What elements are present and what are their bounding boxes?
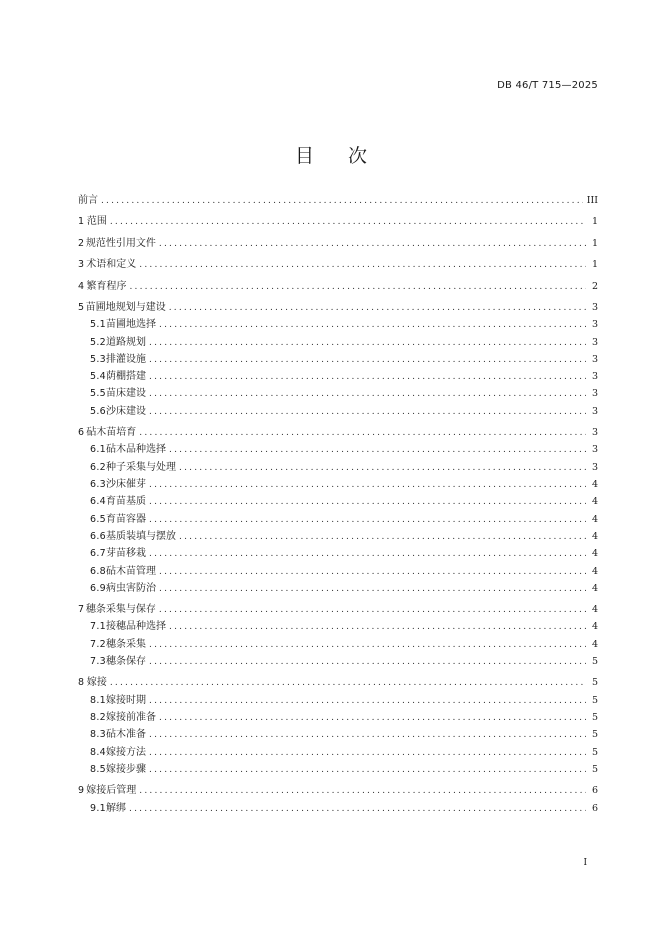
toc-entry-page: 3: [591, 301, 598, 313]
toc-subentry[interactable]: [78, 351, 598, 368]
toc-entry-number: 9.1: [90, 802, 107, 814]
toc-dot-leader: [169, 442, 586, 459]
toc-entry[interactable]: [78, 192, 598, 209]
toc-entry-page: 5: [591, 729, 598, 741]
toc-entry-number: 4: [78, 280, 85, 292]
document-code: DB 46/T 715—2025: [497, 80, 598, 91]
toc-entry-label: 解绑: [106, 802, 127, 814]
toc-dot-leader: [149, 512, 586, 529]
toc-subentry[interactable]: [78, 545, 598, 562]
toc-dot-leader: [149, 745, 586, 762]
toc-entry-number: 6.2: [90, 461, 107, 473]
toc-dot-leader: [139, 425, 586, 442]
toc-entry[interactable]: [78, 601, 598, 618]
toc-entry-page: 1: [591, 259, 598, 271]
toc-entry-label: 荫棚搭建: [106, 371, 147, 383]
toc-entry-label: 苗床建设: [106, 388, 147, 400]
toc-entry-number: 3: [78, 259, 85, 271]
toc-entry-label: 苗圃地规划与建设: [85, 301, 166, 313]
toc-dot-leader: [129, 279, 586, 296]
toc-entry[interactable]: [78, 213, 598, 230]
toc-dot-leader: [149, 352, 586, 369]
toc-entry-number: 7: [78, 604, 85, 616]
toc-entry-label: 育苗基质: [106, 496, 147, 508]
toc-entry-page: 4: [591, 496, 598, 508]
toc-dot-leader: [149, 637, 586, 654]
toc-subentry[interactable]: [78, 563, 598, 580]
toc-subentry[interactable]: [78, 761, 598, 778]
toc-entry-number: 6.8: [90, 565, 107, 577]
toc-entry-label: 病虫害防治: [106, 582, 157, 594]
toc-entry-page: 5: [591, 746, 598, 758]
toc-entry-number: 6.6: [90, 530, 107, 542]
toc-entry-number: 5.5: [90, 388, 107, 400]
toc-dot-leader: [149, 654, 586, 671]
toc-entry[interactable]: [78, 278, 598, 295]
toc-entry[interactable]: [78, 424, 598, 441]
toc-entry-label: 嫁接方法: [106, 746, 147, 758]
toc-subentry[interactable]: [78, 709, 598, 726]
toc-entry-number: 5.3: [90, 353, 107, 365]
toc-entry-label: 砧木准备: [106, 729, 147, 741]
toc-entry-page: 5: [591, 712, 598, 724]
title-char-1: 目: [294, 145, 314, 167]
toc-subentry[interactable]: [78, 316, 598, 333]
toc-subentry[interactable]: [78, 334, 598, 351]
toc-entry-page: 3: [591, 427, 598, 439]
toc-entry-label: 砧木苗培育: [86, 427, 137, 439]
toc-dot-leader: [159, 236, 586, 253]
toc-entry-number: 6.4: [90, 496, 107, 508]
toc-entry-number: 6.1: [90, 444, 107, 456]
toc-entry-number: 9: [78, 785, 85, 797]
toc-subentry[interactable]: [78, 692, 598, 709]
toc-dot-leader: [110, 675, 586, 692]
toc-entry-label: 穗条保存: [106, 656, 147, 668]
toc-dot-leader: [159, 564, 586, 581]
toc-entry-number: 7.1: [90, 621, 107, 633]
table-of-contents: [78, 192, 598, 817]
toc-entry-label: 穗条采集: [106, 638, 147, 650]
toc-entry-number: 5.6: [90, 405, 107, 417]
toc-entry-label: 接穗品种选择: [106, 621, 167, 633]
toc-entry-label: 穗条采集与保存: [85, 604, 156, 616]
toc-subentry[interactable]: [78, 528, 598, 545]
toc-entry-label: 排灌设施: [106, 353, 147, 365]
toc-subentry[interactable]: [78, 580, 598, 597]
toc-entry-label: 前言: [78, 195, 98, 206]
toc-entry-label: 砧木品种选择: [106, 444, 167, 456]
toc-entry-page: 3: [591, 388, 598, 400]
toc-entry-page: 3: [591, 405, 598, 417]
toc-dot-leader: [149, 546, 586, 563]
toc-entry-number: 6.7: [90, 548, 107, 560]
toc-dot-leader: [169, 619, 586, 636]
toc-dot-leader: [159, 581, 586, 598]
toc-dot-leader: [179, 529, 586, 546]
toc-entry-label: 沙床催芽: [106, 479, 147, 491]
toc-entry-number: 1: [78, 216, 85, 228]
toc-dot-leader: [149, 693, 586, 710]
toc-entry-page: 3: [591, 336, 598, 348]
toc-subentry[interactable]: [78, 459, 598, 476]
toc-dot-leader: [149, 494, 586, 511]
toc-entry-page: 3: [591, 371, 598, 383]
toc-entry-number: 7.3: [90, 656, 107, 668]
toc-subentry[interactable]: [78, 368, 598, 385]
toc-entry-page: 5: [591, 763, 598, 775]
toc-dot-leader: [159, 710, 586, 727]
toc-entry-page: 4: [591, 638, 598, 650]
toc-entry-label: 嫁接前准备: [106, 712, 157, 724]
toc-entry-number: 5: [78, 301, 85, 313]
toc-entry-label: 嫁接后管理: [86, 785, 137, 797]
page-number: I: [583, 858, 587, 868]
toc-entry-number: 8.2: [90, 712, 107, 724]
toc-entry-number: 6: [78, 427, 85, 439]
toc-subentry[interactable]: [78, 441, 598, 458]
toc-entry-page: 4: [591, 621, 598, 633]
toc-entry[interactable]: [78, 299, 598, 316]
toc-entry-page: 5: [591, 656, 598, 668]
toc-entry-number: 8.4: [90, 746, 107, 758]
toc-entry-number: 5.1: [90, 319, 107, 331]
toc-entry-page: 6: [591, 785, 598, 797]
toc-entry-label: 芽苗移栽: [106, 548, 147, 560]
toc-subentry[interactable]: [78, 744, 598, 761]
toc-entry-page: 3: [591, 461, 598, 473]
toc-subentry[interactable]: [78, 511, 598, 528]
toc-entry-page: 3: [591, 353, 598, 365]
toc-entry-number: 5.2: [90, 336, 107, 348]
toc-entry-page: 4: [591, 479, 598, 491]
toc-dot-leader: [149, 762, 586, 779]
toc-entry-label: 种子采集与处理: [106, 461, 177, 473]
toc-entry-page: 2: [591, 280, 598, 292]
toc-entry-page: 3: [591, 319, 598, 331]
page-title: [0, 141, 662, 168]
toc-entry-label: 繁育程序: [86, 280, 127, 292]
toc-entry-label: 范围: [86, 216, 107, 228]
toc-subentry[interactable]: [78, 653, 598, 670]
toc-entry-label: 苗圃地选择: [106, 319, 157, 331]
toc-entry-number: 2: [78, 237, 85, 249]
toc-entry-number: 8.3: [90, 729, 107, 741]
toc-entry-number: 7.2: [90, 638, 107, 650]
toc-entry-label: 术语和定义: [86, 259, 137, 271]
toc-subentry[interactable]: [78, 726, 598, 743]
toc-subentry[interactable]: [78, 493, 598, 510]
toc-dot-leader: [149, 386, 586, 403]
toc-dot-leader: [179, 460, 586, 477]
toc-entry-label: 砧木苗管理: [106, 565, 157, 577]
toc-entry-label: 道路规划: [106, 336, 147, 348]
toc-dot-leader: [159, 317, 586, 334]
toc-dot-leader: [159, 602, 586, 619]
toc-entry-page: 4: [591, 530, 598, 542]
toc-subentry[interactable]: [78, 476, 598, 493]
toc-subentry[interactable]: [78, 800, 598, 817]
toc-dot-leader: [149, 477, 586, 494]
toc-entry[interactable]: [78, 235, 598, 252]
toc-entry-number: 8.1: [90, 694, 107, 706]
toc-entry-label: 育苗容器: [106, 513, 147, 525]
toc-entry-page: 1: [591, 237, 598, 249]
toc-entry-label: 嫁接步骤: [106, 763, 147, 775]
toc-entry-page: 5: [591, 694, 598, 706]
toc-entry-page: 3: [591, 444, 598, 456]
toc-entry-page: 5: [591, 677, 598, 689]
toc-dot-leader: [149, 727, 586, 744]
toc-subentry[interactable]: [78, 385, 598, 402]
toc-entry-label: 沙床建设: [106, 405, 147, 417]
toc-subentry[interactable]: [78, 618, 598, 635]
toc-entry-page: 4: [591, 582, 598, 594]
toc-dot-leader: [149, 369, 586, 386]
toc-entry-number: 8: [78, 677, 85, 689]
toc-entry[interactable]: [78, 674, 598, 691]
toc-entry[interactable]: [78, 256, 598, 273]
toc-entry-label: 规范性引用文件: [85, 237, 156, 249]
toc-dot-leader: [149, 404, 586, 421]
toc-entry-label: 基质装填与摆放: [106, 530, 177, 542]
toc-dot-leader: [129, 801, 586, 818]
toc-entry-label: 嫁接: [86, 677, 107, 689]
toc-dot-leader: [149, 335, 586, 352]
toc-entry-page: 6: [591, 802, 598, 814]
toc-subentry[interactable]: [78, 636, 598, 653]
toc-dot-leader: [139, 257, 586, 274]
toc-dot-leader: [139, 783, 586, 800]
toc-entry-page: III: [586, 195, 598, 206]
toc-entry-number: 6.3: [90, 479, 107, 491]
toc-entry-page: 4: [591, 604, 598, 616]
toc-entry-page: 1: [591, 216, 598, 228]
toc-entry-label: 嫁接时期: [106, 694, 147, 706]
toc-entry-number: 6.5: [90, 513, 107, 525]
toc-entry-number: 5.4: [90, 371, 107, 383]
toc-entry-page: 4: [591, 565, 598, 577]
toc-subentry[interactable]: [78, 403, 598, 420]
toc-entry-page: 4: [591, 513, 598, 525]
toc-dot-leader: [110, 214, 586, 231]
title-char-2: 次: [348, 145, 368, 167]
toc-dot-leader: [169, 300, 586, 317]
toc-entry-page: 4: [591, 548, 598, 560]
toc-entry-number: 6.9: [90, 582, 107, 594]
toc-entry-number: 8.5: [90, 763, 107, 775]
toc-entry[interactable]: [78, 782, 598, 799]
toc-dot-leader: [101, 193, 583, 210]
